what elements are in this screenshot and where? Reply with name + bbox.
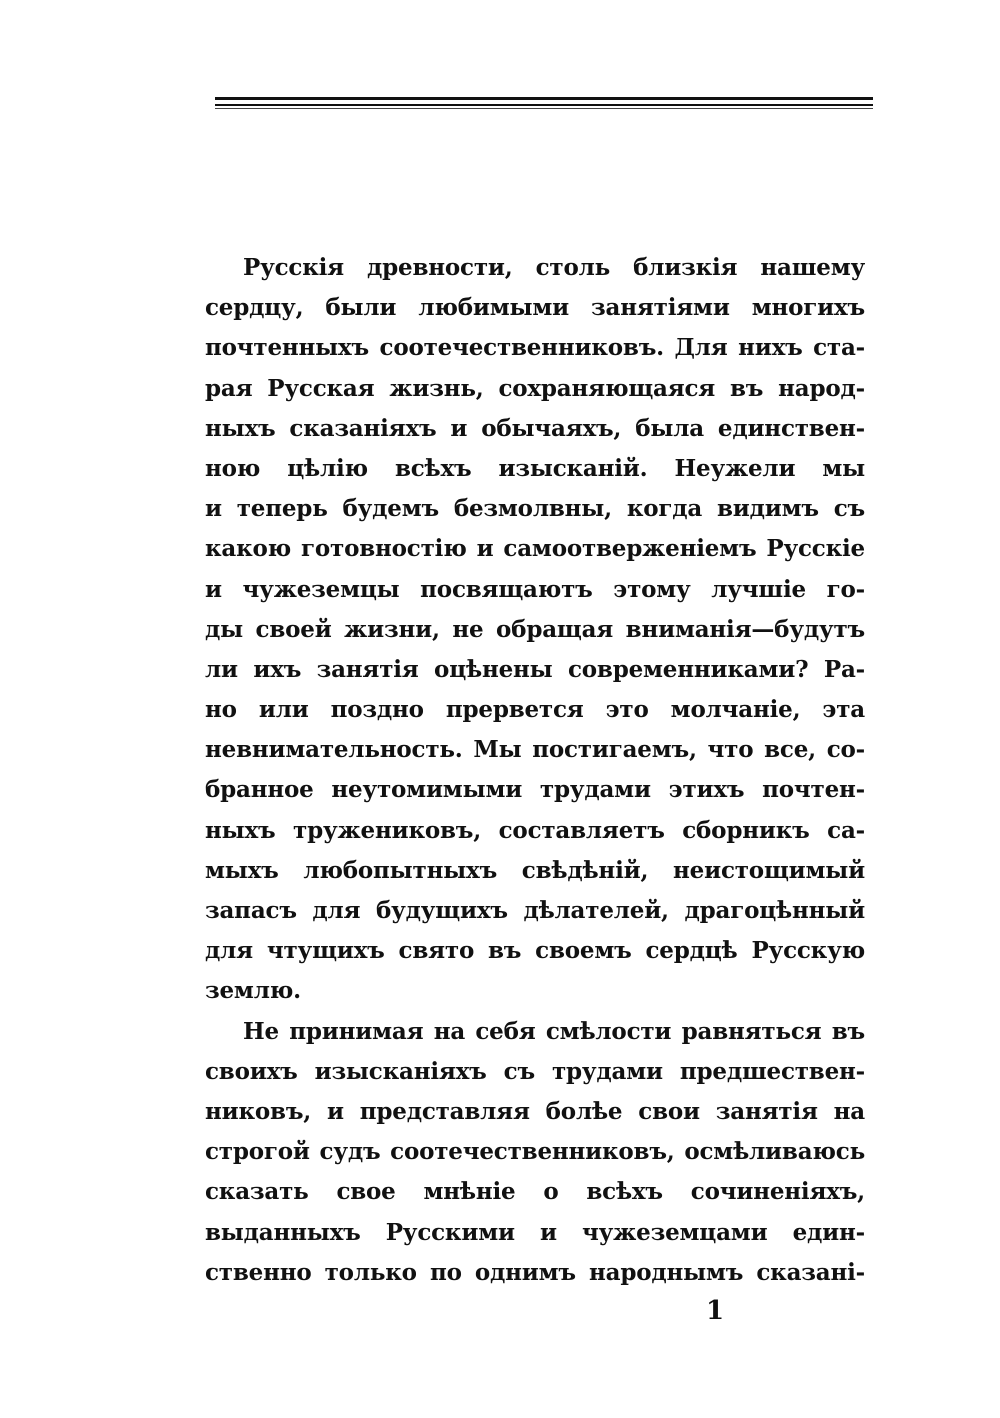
text-line: строгой судъ соотечественниковъ, осмѣливаюсь bbox=[205, 1138, 865, 1166]
text-line: ныхъ тружениковъ, составляетъ сборникъ са- bbox=[205, 816, 865, 844]
text-line: Не принимая на себя смѣлости равняться въ bbox=[243, 1017, 865, 1045]
page-number: 1 bbox=[706, 1296, 725, 1326]
text-line: но или поздно прервется это молчаніе, эта bbox=[205, 696, 865, 724]
text-line: ли ихъ занятія оцѣнены современниками? Ра- bbox=[205, 655, 865, 683]
text-line: ды своей жизни, не обращая вниманія—будутъ bbox=[205, 615, 865, 643]
text-line: рая Русская жизнь, сохраняющаяся въ народ- bbox=[205, 374, 865, 402]
body-text bbox=[205, 248, 865, 1293]
text-line: почтенныхъ соотечественниковъ. Для нихъ ста- bbox=[205, 334, 865, 362]
text-line: Русскія древности, столь близкія нашему bbox=[243, 254, 865, 281]
text-line: выданныхъ Русскими и чужеземцами един- bbox=[205, 1218, 865, 1246]
text-line: для чтущихъ свято въ своемъ сердцѣ Русскую bbox=[205, 937, 865, 965]
header-rule bbox=[215, 97, 873, 100]
header-rule bbox=[215, 104, 873, 106]
text-line: бранное неутомимыми трудами этихъ почтен- bbox=[205, 776, 865, 804]
text-line: сказать свое мнѣніе о всѣхъ сочиненіяхъ, bbox=[205, 1178, 865, 1206]
text-line: запасъ для будущихъ дѣлателей, драгоцѣнный bbox=[205, 897, 865, 924]
paragraph bbox=[205, 248, 865, 1012]
text-line: невнимательность. Мы постигаемъ, что все, со- bbox=[205, 736, 865, 764]
header-rule bbox=[215, 108, 873, 109]
text-line: землю. bbox=[205, 977, 301, 1005]
paragraph bbox=[205, 1012, 865, 1293]
text-line: ною цѣлію всѣхъ изысканій. Неужели мы bbox=[205, 454, 865, 482]
text-line: сердцу, были любимыми занятіями многихъ bbox=[205, 294, 865, 322]
text-line: и чужеземцы посвящаютъ этому лучшіе го- bbox=[205, 575, 865, 603]
text-line: и теперь будемъ безмолвны, когда видимъ съ bbox=[205, 495, 865, 523]
text-line: своихъ изысканіяхъ съ трудами предшествен- bbox=[205, 1057, 865, 1085]
text-line: ныхъ сказаніяхъ и обычаяхъ, была единствен- bbox=[205, 414, 865, 442]
text-line: мыхъ любопытныхъ свѣдѣній, неистощимый bbox=[205, 856, 865, 884]
text-line: никовъ, и представляя болѣе свои занятія на bbox=[205, 1097, 865, 1125]
text-line: какою готовностію и самоотверженіемъ Русскіе bbox=[205, 535, 865, 563]
text-line: ственно только по однимъ народнымъ сказані- bbox=[205, 1258, 865, 1286]
